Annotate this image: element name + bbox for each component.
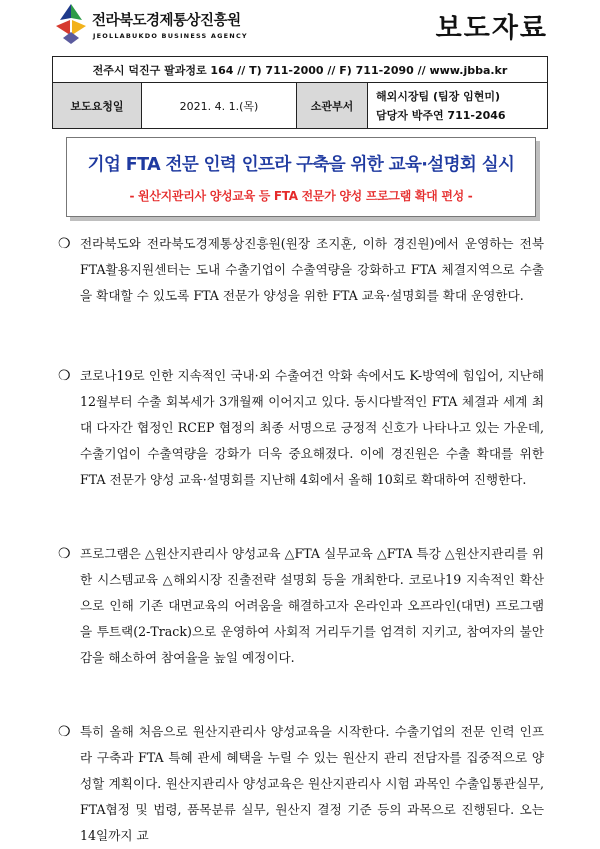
department-name: 해외시장팀 (팀장 임현미) [376, 89, 500, 103]
circle-bullet-icon: ❍ [58, 236, 71, 252]
org-name-kr: 전라북도경제통상진흥원 [92, 13, 241, 29]
paragraph-text: 코로나19로 인한 지속적인 국내·외 수출여건 악화 속에서도 K-방역에 힘입어, 지난해 12월부터 수출 회복세가 3개월째 이어지고 있다. 동시다발적인 FTA 체결과 세계 최대 다자간 협정인 RCEP 협정의 최종 서명으로 긍정적 신호가 나타나고 있는 가운데, 수출기업이 수출역량을 강화가 더욱 중요해졌다. 이에 경진원은 수출 확대를 위한 FTA 전문가 양성 교육·설명회를 지난해 4회에서 올해 10회로 확대하여 진행한다. [80, 368, 544, 487]
info-table [52, 56, 548, 129]
address-line: 전주시 덕진구 팔과정로 164 // T) 711-2000 // F) 711-2090 // www.jbba.kr [53, 57, 548, 83]
paragraph-3 [58, 541, 544, 671]
main-title: 기업 FTA 전문 인력 인프라 구축을 위한 교육·설명회 실시 [87, 155, 515, 175]
org-name-en: JEOLLABUKDO BUSINESS AGENCY [93, 32, 248, 40]
agency-logo-icon [52, 2, 90, 46]
department-label: 소관부서 [297, 83, 368, 129]
circle-bullet-icon: ❍ [58, 368, 71, 384]
paragraph-text: 특히 올해 처음으로 원산지관리사 양성교육을 시작한다. 수출기업의 전문 인력 인프라 구축과 FTA 특혜 관세 혜택을 누릴 수 있는 원산지 관리 전담자를 집중적으로 양성할 계획이다. 원산지관리사 양성교육은 원산지관리사 시험 과목인 수출입통관실무, FTA협정 및 법령, 품목분류 실무, 원산지 결정 기준 등의 과목으로 진행된다. 오는 14일까지 교 [80, 724, 544, 843]
request-date: 2021. 4. 1.(목) [142, 83, 297, 129]
paragraph-4 [58, 719, 544, 849]
department-contact [368, 83, 548, 129]
circle-bullet-icon: ❍ [58, 546, 71, 562]
sub-title: - 원산지관리사 양성교육 등 FTA 전문가 양성 프로그램 확대 편성 - [129, 189, 473, 203]
title-box [66, 137, 536, 217]
doc-type-title: 보도자료 [435, 13, 548, 44]
request-date-label: 보도요청일 [53, 83, 142, 129]
circle-bullet-icon: ❍ [58, 724, 71, 740]
paragraph-1 [58, 231, 544, 309]
paragraph-text: 프로그램은 △원산지관리사 양성교육 △FTA 실무교육 △FTA 특강 △원산지관리를 위한 시스템교육 △해외시장 진출전략 설명회 등을 개최한다. 코로나19 지속적인 확산으로 인해 기존 대면교육의 어려움을 해결하고자 온라인과 오프라인(대면) 프로그램을 투트랙(2-Track)으로 운영하여 사회적 거리두기를 엄격히 지키고, 참여자의 불안감을 해소하여 참여율을 높일 예정이다. [80, 546, 544, 665]
contact-person: 담당자 박주연 711-2046 [376, 108, 506, 122]
paragraph-2 [58, 363, 544, 493]
paragraph-text: 전라북도와 전라북도경제통상진흥원(원장 조지훈, 이하 경진원)에서 운영하는 전북FTA활용지원센터는 도내 수출기업이 수출역량을 강화하고 FTA 체결지역으로 수출을 확대할 수 있도록 FTA 전문가 양성을 위한 FTA 교육·설명회를 확대 운영한다. [80, 236, 544, 303]
